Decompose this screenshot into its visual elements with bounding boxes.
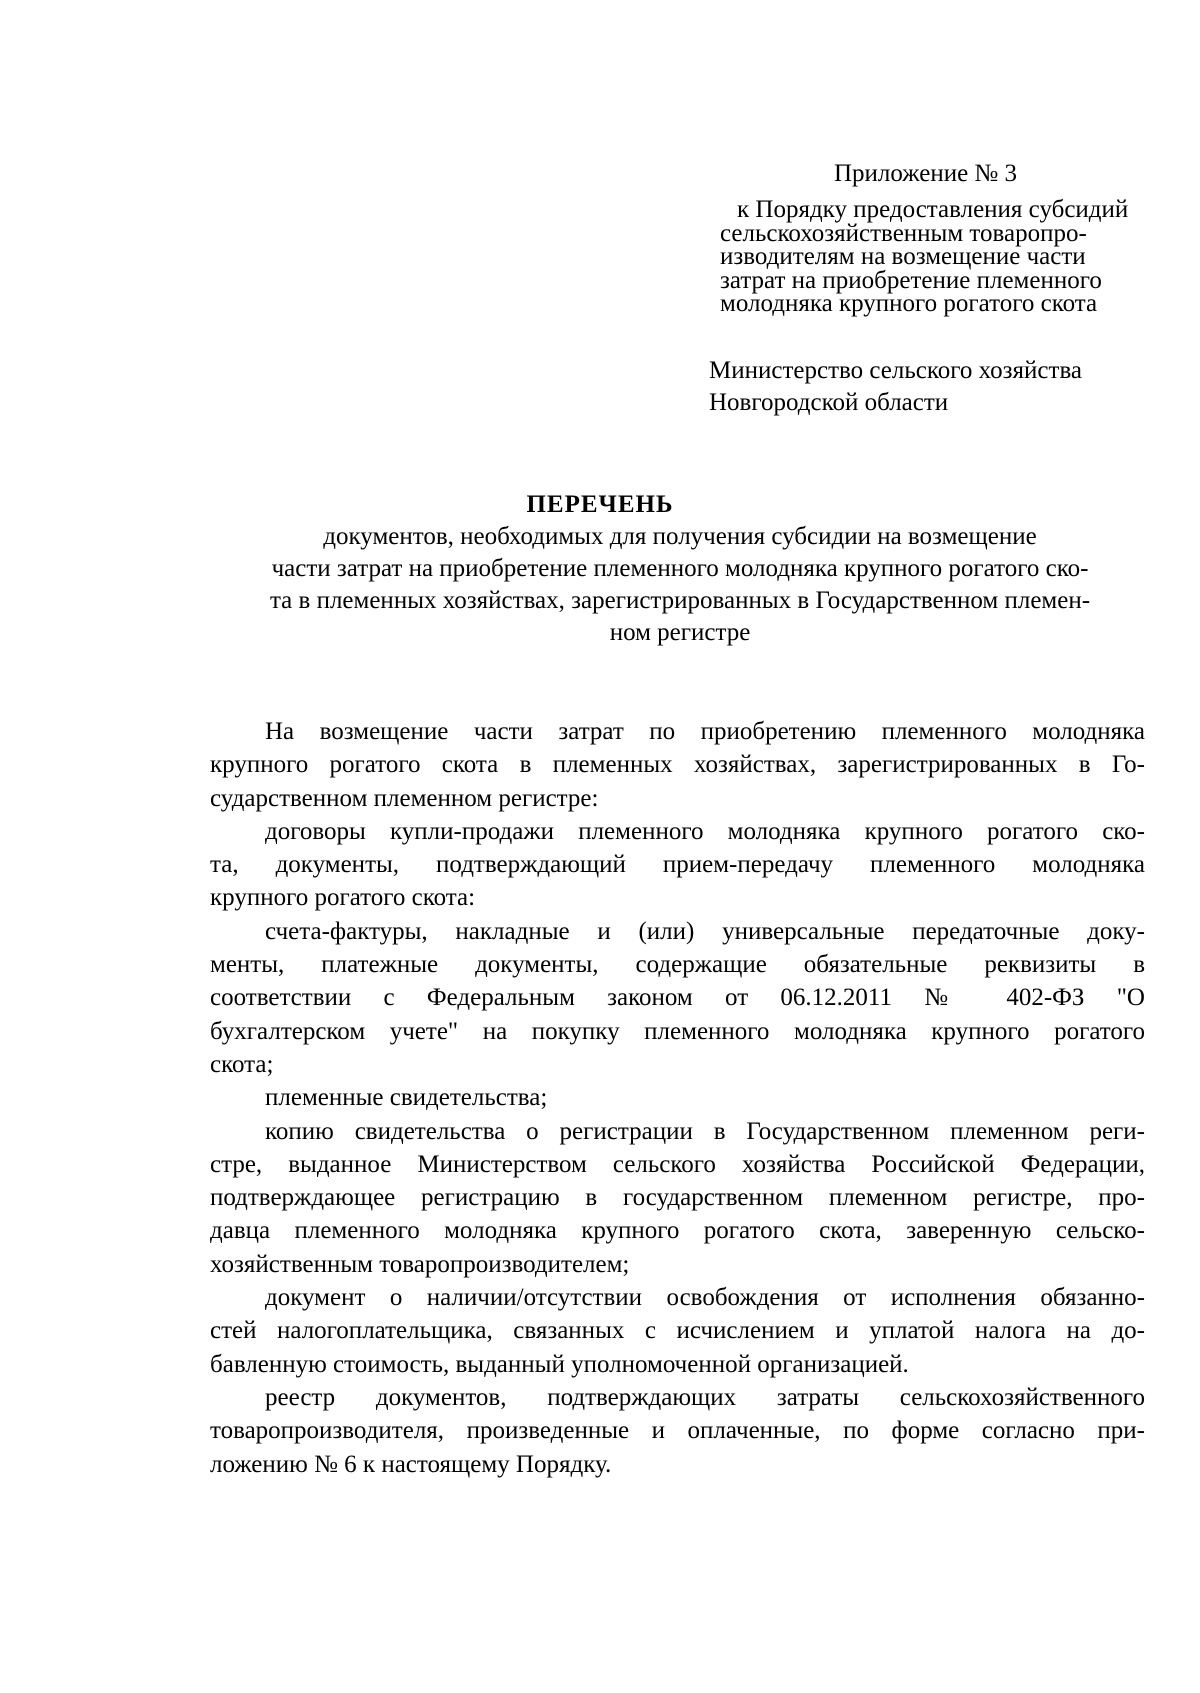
body-line: та, документы, подтверждающий прием-передачу племенного молодняка [210,851,1145,879]
addressee-block [709,355,1082,419]
subtitle-line: та в племенных хозяйствах, зарегистрированных в Государственном племен- [269,587,1091,614]
body-line: стре, выданное Министерством сельского хозяйства Российской Федерации, [210,1150,1145,1178]
body-paragraph-certificates [210,1081,1145,1114]
body-line: хозяйственным товаропроизводителем; [210,1250,630,1278]
body-line: бухгалтерском учете" на покупку племенного молодняка крупного рогатого [210,1017,1145,1045]
body-paragraph-invoices [210,915,1145,1081]
body-paragraph-vat-document [210,1281,1145,1381]
body-line: реестр документов, подтверждающих затраты сельскохозяйственного [265,1383,1145,1411]
body-line: племенные свидетельства; [265,1084,548,1112]
subtitle-line: части затрат на приобретение племенного молодняка крупного рогатого ско- [271,555,1089,582]
body-line: крупного рогатого скота: [210,884,476,912]
body-line: скота; [210,1050,274,1078]
body-line: крупного рогатого скота в племенных хозяйствах, зарегистрированных в Го- [210,751,1145,779]
body-paragraph-registration-copy [210,1115,1145,1281]
document-title: ПЕРЕЧЕНЬ [526,491,674,518]
body-line: копию свидетельства о регистрации в Государственном племенном реги- [265,1117,1145,1145]
addressee-line: Новгородской области [709,389,949,416]
body-paragraph-registry [210,1381,1145,1481]
body-line: счета-фактуры, накладные и (или) универсальные передаточные доку- [265,917,1145,945]
body-line: менты, платежные документы, содержащие обязательные реквизиты в [210,951,1145,979]
addressee-line: Министерство сельского хозяйства [709,357,1083,384]
body-line: стей налогоплательщика, связанных с исчислением и уплатой налога на до- [210,1317,1145,1345]
subtitle-line: ном регистре [609,619,751,646]
appendix-line: сельскохозяйственным товаропро- [720,219,1087,247]
body-line: ложению № 6 к настоящему Порядку. [210,1450,612,1478]
document-body [210,715,1145,1481]
appendix-title: Приложение № 3 [834,160,1018,187]
body-paragraph-contracts [210,815,1145,915]
body-line: давца племенного молодняка крупного рогатого скота, заверенную сельско- [210,1217,1145,1245]
body-line: товаропроизводителя, произведенные и оплаченные, по форме согласно при- [210,1417,1145,1445]
subtitle-line: документов, необходимых для получения субсидии на возмещение [323,523,1037,550]
body-line: документ о наличии/отсутствии освобождения от исполнения обязанно- [265,1284,1145,1312]
body-line: сударственном племенном регистре: [210,784,599,812]
appendix-description [720,198,1160,316]
document-subtitle [200,521,1160,649]
appendix-line: молодняка крупного рогатого скота [720,290,1098,317]
body-line: бавленную стоимость, выданный уполномоченной организацией. [210,1350,909,1378]
body-line: На возмещение части затрат по приобретению племенного молодняка [265,718,1145,745]
body-line: договоры купли-продажи племенного молодняка крупного рогатого ско- [265,817,1145,845]
appendix-line: изводителям на возмещение части [720,243,1086,270]
body-paragraph-intro [210,715,1145,815]
appendix-line: к Порядку предоставления субсидий [737,196,1129,223]
body-line: подтверждающее регистрацию в государственном племенном регистре, про- [210,1184,1145,1212]
body-line: соответствии с Федеральным законом от 06.12.2011 № 402-ФЗ "О [210,984,1145,1012]
appendix-line: затрат на приобретение племенного [720,266,1102,294]
